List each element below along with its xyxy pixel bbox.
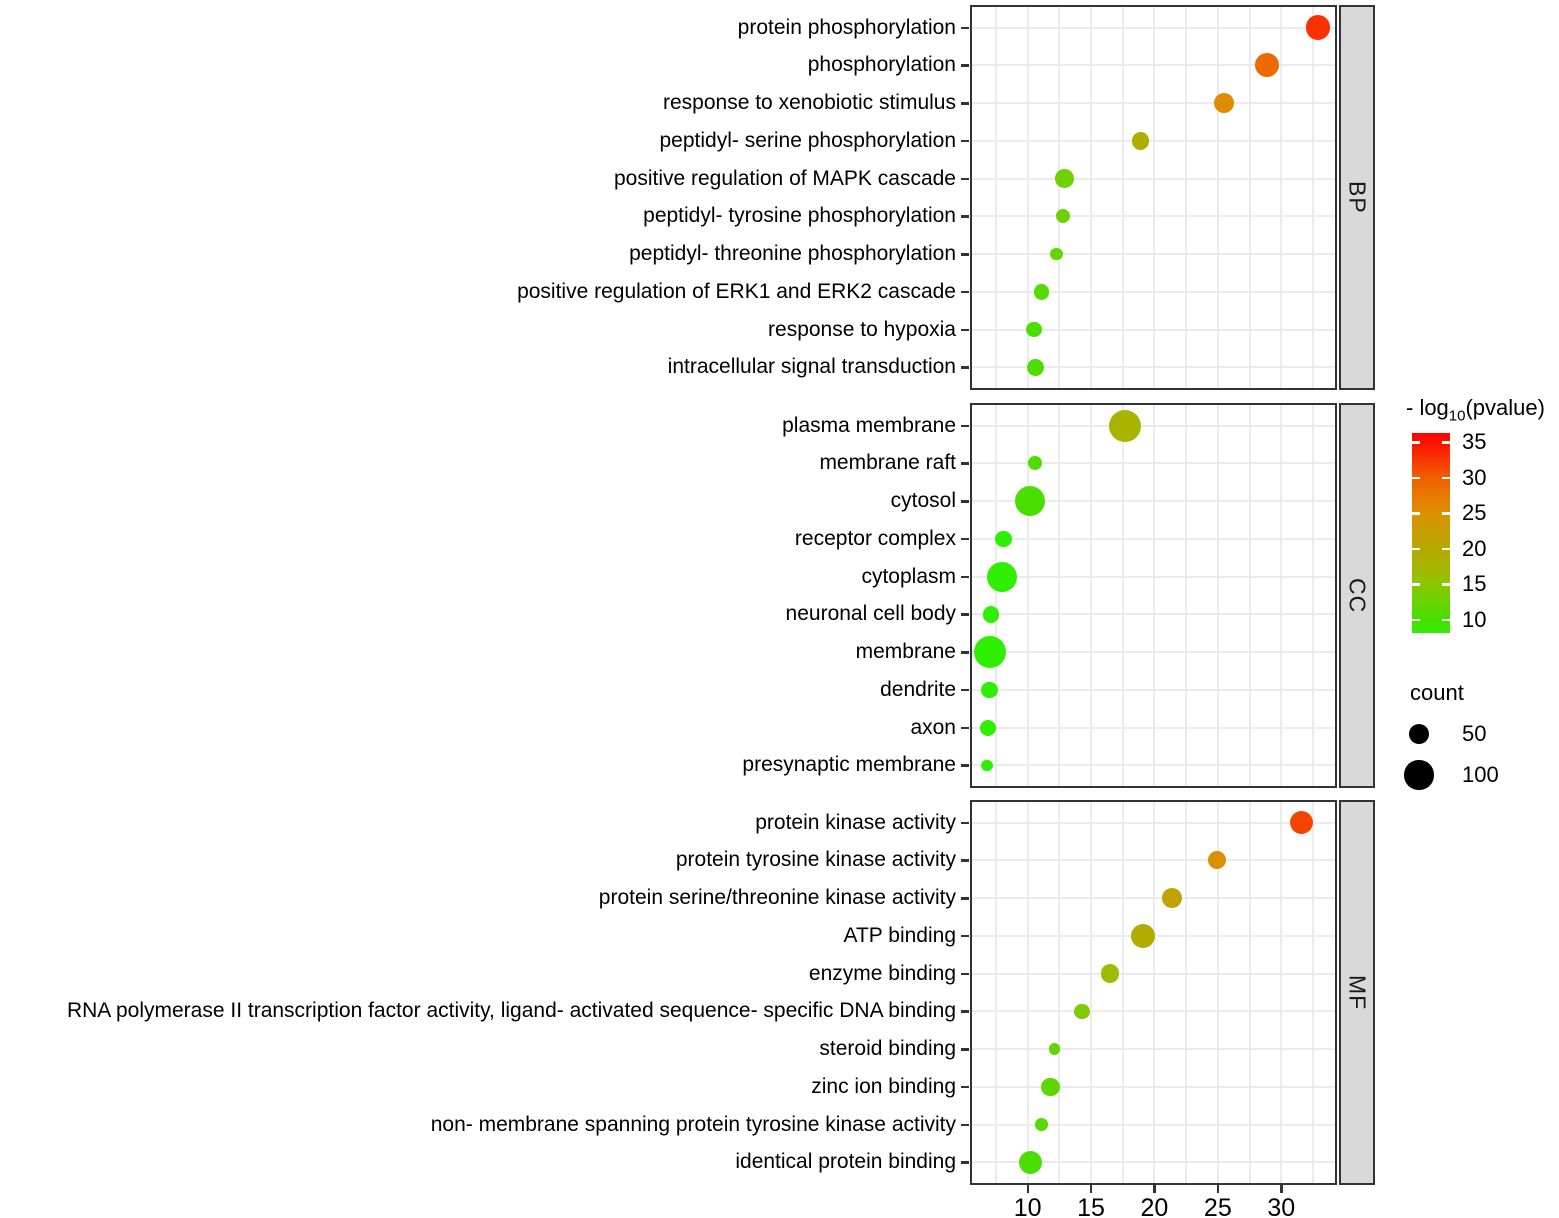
y-axis-tick	[961, 500, 969, 502]
gridline-horizontal	[970, 576, 1337, 578]
data-point	[1028, 456, 1042, 470]
x-axis-tick-label: 30	[1267, 1194, 1296, 1218]
gridline-vertical	[1217, 5, 1219, 390]
data-point	[1162, 888, 1182, 908]
gridline-vertical	[1280, 800, 1282, 1185]
count-legend-label: 50	[1462, 721, 1487, 746]
y-axis-tick	[961, 462, 969, 464]
gridline-horizontal	[970, 538, 1337, 540]
colorbar-tick-label: 30	[1462, 464, 1487, 490]
y-axis-label: receptor complex	[794, 526, 956, 550]
data-point	[1041, 1078, 1060, 1097]
y-axis-label: peptidyl- serine phosphorylation	[659, 128, 956, 152]
gridline-horizontal	[970, 425, 1337, 427]
y-axis-tick	[961, 253, 969, 255]
gridline-vertical	[1027, 800, 1029, 1185]
y-axis-tick	[961, 651, 969, 653]
data-point	[1214, 93, 1234, 113]
gridline-horizontal	[970, 178, 1337, 180]
count-legend-title: count	[1410, 680, 1464, 705]
gridline-horizontal	[970, 102, 1337, 104]
data-point	[1132, 132, 1150, 150]
data-point	[1019, 1151, 1042, 1174]
colorbar-tick-label: 25	[1462, 500, 1487, 526]
x-axis-tick	[1217, 1185, 1219, 1193]
colorbar-tick-label: 20	[1462, 535, 1487, 561]
gridline-vertical	[1217, 403, 1219, 788]
gridline-vertical	[1090, 5, 1092, 390]
gridline-horizontal	[970, 329, 1337, 331]
gridline-vertical	[1185, 800, 1187, 1185]
x-axis-tick	[1153, 1185, 1155, 1193]
y-axis-tick	[961, 1048, 969, 1050]
gridline-vertical	[1312, 800, 1314, 1185]
x-axis-tick-label: 20	[1140, 1194, 1169, 1218]
y-axis-label: protein tyrosine kinase activity	[675, 848, 956, 872]
colorbar-tick	[1412, 548, 1420, 551]
count-legend-dot	[1409, 724, 1430, 745]
y-axis-tick	[961, 366, 969, 368]
y-axis-label: RNA polymerase II transcription factor activity, ligand- activated sequence- specific DNA binding	[66, 999, 956, 1023]
gridline-horizontal	[970, 973, 1337, 975]
gridline-horizontal	[970, 764, 1337, 766]
data-point	[1056, 209, 1070, 223]
y-axis-label: cytoplasm	[861, 564, 956, 588]
gridline-vertical	[1090, 800, 1092, 1185]
gridline-vertical	[1312, 5, 1314, 390]
data-point	[1255, 53, 1279, 77]
colorbar-tick	[1412, 441, 1420, 444]
gridline-vertical	[1058, 800, 1060, 1185]
data-point	[1050, 248, 1063, 261]
gridline-horizontal	[970, 897, 1337, 899]
gridline-vertical	[1058, 5, 1060, 390]
gridline-horizontal	[970, 1048, 1337, 1050]
data-point	[974, 636, 1006, 668]
gridline-horizontal	[970, 689, 1337, 691]
pvalue-legend-title	[1406, 395, 1545, 424]
y-axis-label: positive regulation of ERK1 and ERK2 cascade	[517, 279, 956, 303]
gridline-vertical	[1153, 5, 1155, 390]
y-axis-tick	[961, 1161, 969, 1163]
gridline-vertical	[1058, 403, 1060, 788]
gridline-vertical	[1280, 5, 1282, 390]
data-point	[980, 720, 996, 736]
y-axis-label: membrane	[855, 640, 956, 664]
y-axis-tick	[961, 973, 969, 975]
y-axis-label: protein kinase activity	[755, 810, 956, 834]
data-point	[1027, 359, 1044, 376]
panel-cc	[970, 403, 1337, 788]
y-axis-label: peptidyl- threonine phosphorylation	[629, 242, 956, 266]
gridline-vertical	[1312, 403, 1314, 788]
x-axis-tick-label: 25	[1203, 1194, 1232, 1218]
data-point	[987, 562, 1017, 592]
y-axis-tick	[961, 215, 969, 217]
colorbar-tick	[1412, 512, 1420, 515]
pvalue-colorbar	[1412, 433, 1450, 633]
gridline-horizontal	[970, 366, 1337, 368]
y-axis-tick	[961, 935, 969, 937]
y-axis-label: axon	[910, 715, 956, 739]
x-axis-tick-label: 10	[1013, 1194, 1042, 1218]
y-axis-label: ATP binding	[843, 923, 956, 947]
colorbar-tick	[1412, 619, 1420, 622]
gridline-vertical	[1090, 403, 1092, 788]
data-point	[1034, 284, 1049, 299]
y-axis-tick	[961, 576, 969, 578]
gridline-vertical	[1185, 403, 1187, 788]
y-axis-tick	[961, 291, 969, 293]
y-axis-tick	[961, 613, 969, 615]
y-axis-tick	[961, 859, 969, 861]
data-point	[1049, 1043, 1060, 1054]
data-point	[981, 760, 992, 771]
gridline-horizontal	[970, 822, 1337, 824]
y-axis-tick	[961, 140, 969, 142]
colorbar-tick	[1412, 477, 1420, 480]
y-axis-label: enzyme binding	[808, 961, 956, 985]
colorbar-tick-label: 10	[1462, 606, 1487, 632]
gridline-horizontal	[970, 27, 1337, 29]
pvalue-legend-title-prefix: - log	[1406, 395, 1449, 420]
y-axis-label: plasma membrane	[782, 413, 956, 437]
y-axis-tick	[961, 897, 969, 899]
colorbar-tick	[1412, 583, 1420, 586]
gridline-horizontal	[970, 462, 1337, 464]
gridline-horizontal	[970, 291, 1337, 293]
data-point	[1101, 964, 1120, 983]
gridline-vertical	[995, 5, 997, 390]
y-axis-tick	[961, 64, 969, 66]
gridline-vertical	[1122, 800, 1124, 1185]
data-point	[1306, 15, 1330, 39]
colorbar-tick	[1442, 512, 1450, 515]
gridline-horizontal	[970, 651, 1337, 653]
pvalue-legend-title-sub: 10	[1448, 407, 1466, 425]
gridline-vertical	[1249, 403, 1251, 788]
gridline-horizontal	[970, 1124, 1337, 1126]
gridline-vertical	[1249, 5, 1251, 390]
gridline-horizontal	[970, 64, 1337, 66]
data-point	[981, 682, 997, 698]
data-point	[1015, 486, 1045, 516]
gridline-vertical	[1185, 5, 1187, 390]
colorbar-tick	[1442, 548, 1450, 551]
y-axis-label: response to xenobiotic stimulus	[663, 91, 956, 115]
gridline-horizontal	[970, 140, 1337, 142]
facet-strip-label: MF	[1344, 974, 1371, 1011]
gridline-vertical	[1122, 5, 1124, 390]
facet-strip-cc	[1339, 403, 1375, 788]
y-axis-label: intracellular signal transduction	[667, 355, 956, 379]
gridline-horizontal	[970, 253, 1337, 255]
gridline-horizontal	[970, 727, 1337, 729]
x-axis-tick	[1027, 1185, 1029, 1193]
y-axis-label: protein phosphorylation	[737, 15, 956, 39]
panel-bp	[970, 5, 1337, 390]
colorbar-tick-label: 35	[1462, 429, 1487, 455]
gridline-horizontal	[970, 859, 1337, 861]
y-axis-tick	[961, 102, 969, 104]
y-axis-label: neuronal cell body	[785, 602, 956, 626]
x-axis-tick	[1280, 1185, 1282, 1193]
y-axis-label: membrane raft	[819, 451, 956, 475]
y-axis-tick	[961, 764, 969, 766]
y-axis-label: cytosol	[890, 489, 956, 513]
panel-mf	[970, 800, 1337, 1185]
y-axis-label: zinc ion binding	[811, 1074, 956, 1098]
y-axis-tick	[961, 538, 969, 540]
facet-strip-mf	[1339, 800, 1375, 1185]
gridline-horizontal	[970, 1086, 1337, 1088]
pvalue-legend-title-suffix: (pvalue)	[1465, 395, 1545, 420]
count-legend-dot	[1404, 760, 1433, 789]
y-axis-tick	[961, 1124, 969, 1126]
gridline-vertical	[1280, 403, 1282, 788]
gridline-vertical	[1153, 403, 1155, 788]
y-axis-tick	[961, 425, 969, 427]
data-point	[1131, 924, 1156, 949]
y-axis-label: presynaptic membrane	[742, 753, 956, 777]
y-axis-tick	[961, 1010, 969, 1012]
y-axis-label: phosphorylation	[807, 53, 956, 77]
colorbar-tick	[1442, 583, 1450, 586]
y-axis-label: positive regulation of MAPK cascade	[613, 166, 956, 190]
colorbar-tick	[1442, 441, 1450, 444]
data-point	[983, 606, 999, 622]
gridline-vertical	[1122, 403, 1124, 788]
colorbar-tick	[1442, 477, 1450, 480]
data-point	[1026, 322, 1041, 337]
y-axis-label: response to hypoxia	[768, 317, 956, 341]
y-axis-tick	[961, 1086, 969, 1088]
facet-strip-label: BP	[1344, 181, 1371, 214]
y-axis-label: peptidyl- tyrosine phosphorylation	[643, 204, 956, 228]
y-axis-label: identical protein binding	[735, 1150, 956, 1174]
colorbar-tick	[1442, 619, 1450, 622]
y-axis-label: steroid binding	[819, 1037, 956, 1061]
y-axis-tick	[961, 689, 969, 691]
colorbar-tick-label: 15	[1462, 571, 1487, 597]
y-axis-label: protein serine/threonine kinase activity	[598, 886, 956, 910]
gridline-horizontal	[970, 1010, 1337, 1012]
data-point	[1035, 1118, 1048, 1131]
y-axis-tick	[961, 178, 969, 180]
x-axis-tick-label: 15	[1077, 1194, 1105, 1218]
data-point	[1290, 811, 1313, 834]
gridline-vertical	[1249, 800, 1251, 1185]
y-axis-tick	[961, 822, 969, 824]
x-axis-tick	[1090, 1185, 1092, 1193]
y-axis-label: non- membrane spanning protein tyrosine kinase activity	[430, 1112, 956, 1136]
gridline-horizontal	[970, 613, 1337, 615]
gridline-vertical	[1153, 800, 1155, 1185]
facet-strip-label: CC	[1344, 577, 1371, 614]
y-axis-tick	[961, 727, 969, 729]
data-point	[995, 531, 1011, 547]
data-point	[1109, 410, 1141, 442]
data-point	[1055, 169, 1074, 188]
facet-strip-bp	[1339, 5, 1375, 390]
gridline-horizontal	[970, 215, 1337, 217]
count-legend-label: 100	[1462, 762, 1499, 787]
data-point	[1208, 851, 1226, 869]
y-axis-tick	[961, 329, 969, 331]
gridline-vertical	[995, 800, 997, 1185]
y-axis-tick	[961, 27, 969, 29]
y-axis-label: dendrite	[880, 677, 956, 701]
data-point	[1074, 1004, 1089, 1019]
